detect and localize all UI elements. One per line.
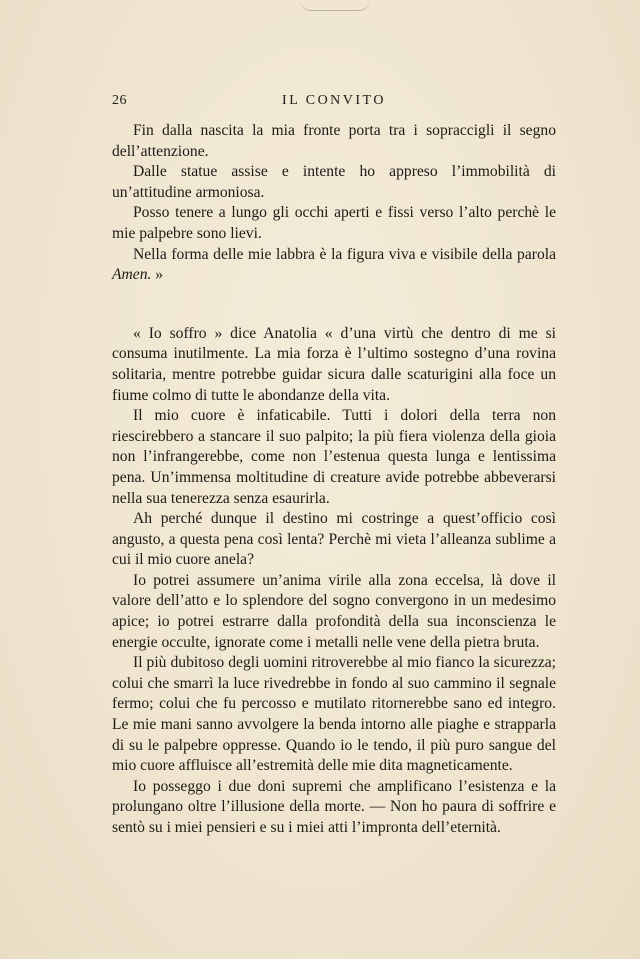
- paragraph: Io potrei assumere un’anima virile alla zona eccelsa, là dove il valore dell’atto e lo splendore del sogno convergono in un medesimo apice; io potrei estrarre dalla profondità della sua inconscienza le energie occulte, ignorate come i metalli nelle vene della pietra bruta.: [112, 571, 556, 651]
- paragraph: Ah perché dunque il destino mi costringe a quest’officio così angusto, a questa pena così lenta? Perchè mi vieta l’alleanza sublime a cui il mio cuore anela?: [112, 510, 556, 569]
- paragraph: Io posseggo i due doni supremi che amplificano l’esistenza e la prolungano oltre l’illusione della morte. — Non ho paura di soffrire e sentò su i miei pensieri e su i miei atti l’impronta dell’eternità.: [112, 777, 556, 836]
- running-title: IL CONVITO: [282, 93, 386, 108]
- paragraph: Dalle statue assise e intente ho appreso l’immobilità di un’attitudine armoniosa.: [112, 163, 556, 201]
- paragraph: « Io soffro » dice Anatolia « d’una virtù che dentro di me si consuma inutilmente. La mia forza è l’ultimo sostegno d’una rovina solitaria, mentre potrebbe guidar sicura dalle scaturigini alla foce un fiume colmo di tutte le abondanze della vita.: [112, 324, 556, 404]
- paragraph: Il più dubitoso degli uomini ritroverebbe al mio fianco la sicurezza; colui che smarrì la luce rivedrebbe in fondo al suo cammino il segnale fermo; colui che fu percosso e mutilato ritornerebbe sano ed integro. Le mie mani sanno avvolgere la benda intorno alle piaghe e strapparla di su le palpebre oppresse. Quando io le tendo, il più puro sangue del mio cuore affluisce all’estremità delle mie dita magneticamente.: [112, 654, 556, 775]
- italic-word: Amen.: [112, 266, 152, 284]
- page-edge-mark: [300, 0, 370, 11]
- body-text: [112, 121, 556, 839]
- page-header: [112, 93, 556, 113]
- closing-quote: »: [151, 266, 164, 284]
- page-number: 26: [112, 93, 127, 108]
- paragraph-text: Nella forma delle mie labbra è la figura viva e visibile della parola: [133, 245, 556, 263]
- paragraph: Fin dalla nascita la mia fronte porta tra i sopraccigli il segno dell’attenzione.: [112, 122, 556, 160]
- paragraph: Il mio cuore è infaticabile. Tutti i dolori della terra non riescirebbero a stancare il suo palpito; la più fiera violenza della gioia non l’infrangerebbe, come non l’estenua questa lunga e lentissima pena. Un’immensa moltitudine di creature avide potrebbe abbeverarsi nella sua tenerezza senza esaurirla.: [112, 407, 556, 507]
- paragraph: Posso tenere a lungo gli occhi aperti e fissi verso l’alto perchè le mie palpebre sono lievi.: [112, 204, 556, 242]
- paragraph-amen: [112, 245, 556, 286]
- section-break: [112, 286, 556, 324]
